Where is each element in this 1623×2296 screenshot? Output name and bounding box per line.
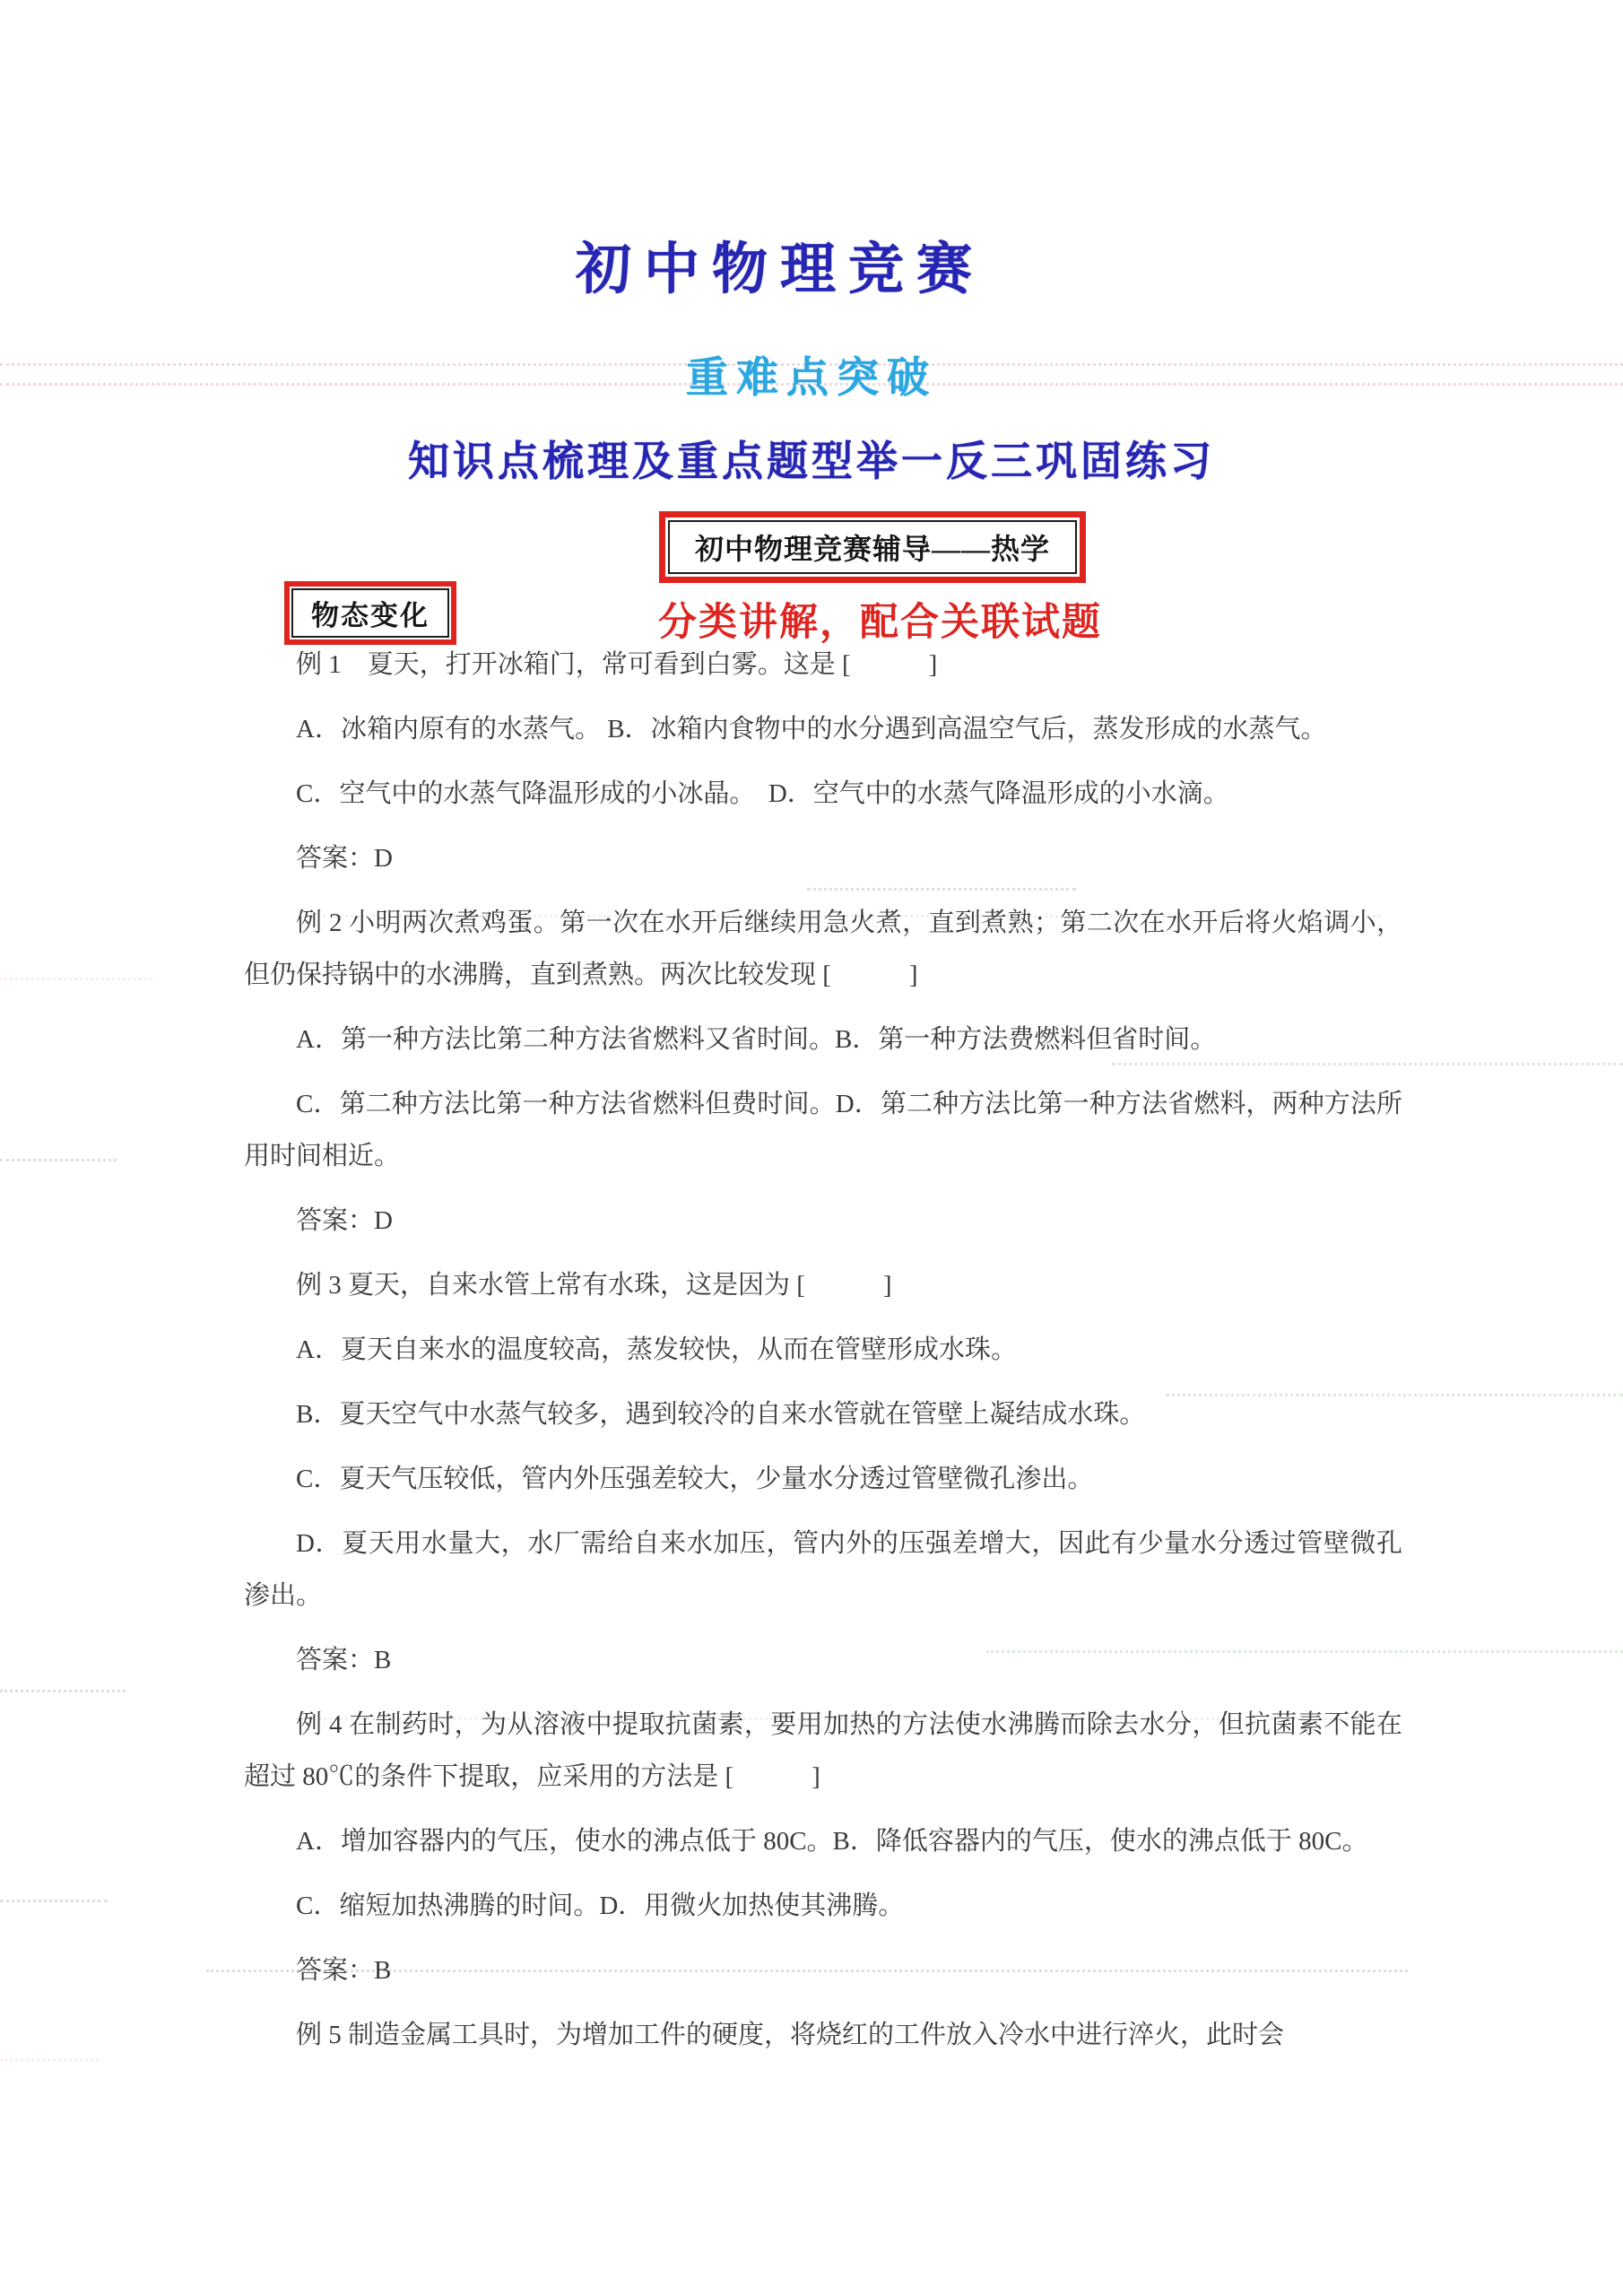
problem-answer: 答案：D: [296, 1206, 393, 1235]
problem-options: C．夏天气压较低，管内外压强差较大，少量水分透过管壁微孔渗出。: [296, 1465, 1094, 1493]
problem-options: A．冰箱内原有的水蒸气。 B．冰箱内食物中的水分遇到高温空气后，蒸发形成的水蒸气。: [296, 715, 1327, 744]
problem-options: C．第二种方法比第一种方法省燃料但费时间。D．第二种方法比第一种方法省燃料，两种方法所用时间相近。: [244, 1090, 1402, 1170]
problem-1: [244, 639, 1402, 884]
problem-5: [244, 2009, 1402, 2061]
problem-options: C．缩短加热沸腾的时间。D．用微火加热使其沸腾。: [296, 1892, 905, 1920]
problem-options: D．夏天用水量大，水厂需给自来水加压，管内外的压强差增大，因此有少量水分透过管壁微孔渗出。: [244, 1529, 1402, 1610]
dotted-line-artifact: [0, 1159, 117, 1161]
problem-stem: 例 4 在制药时，为从溶液中提取抗菌素，要用加热的方法使水沸腾而除去水分，但抗菌素不能在超过 80℃的条件下提取，应采用的方法是 [ ]: [244, 1710, 1402, 1791]
dotted-line-artifact: [0, 1900, 108, 1902]
main-title: 初中物理竞赛: [575, 239, 985, 300]
subtitle: 重难点突破: [686, 355, 937, 402]
problems-body: [244, 639, 1402, 2074]
problem-4: [244, 1699, 1402, 1996]
problem-options: A．夏天自来水的温度较高，蒸发较快，从而在管壁形成水珠。: [296, 1335, 1017, 1364]
problem-answer: 答案：B: [296, 1646, 392, 1674]
problem-stem: 例 3 夏天，自来水管上常有水珠，这是因为 [ ]: [296, 1271, 892, 1300]
boxed-header: [659, 511, 1086, 583]
dotted-line-artifact: [0, 2058, 99, 2061]
problem-stem: 例 1 夏天，打开冰箱门，常可看到白雾。这是 [ ]: [296, 650, 938, 679]
dotted-line-artifact: [0, 1690, 126, 1692]
series-title: 知识点梳理及重点题型举一反三巩固练习: [408, 439, 1215, 484]
problem-stem: 例 5 制造金属工具时，为增加工件的硬度，将烧红的工件放入冷水中进行淬火，此时会: [296, 2021, 1285, 2049]
problem-options: C．空气中的水蒸气降温形成的小冰晶。 D．空气中的水蒸气降温形成的小水滴。: [296, 779, 1229, 808]
section-label-box: [284, 581, 456, 645]
problem-2: [244, 897, 1402, 1247]
problem-stem: 例 2 小明两次煮鸡蛋。第一次在水开后继续用急火煮，直到煮熟；第二次在水开后将火焰调小，但仍保持锅中的水沸腾，直到煮熟。两次比较发现 [ ]: [244, 909, 1402, 989]
section-label-text: 物态变化: [291, 588, 449, 638]
problem-answer: 答案：D: [296, 844, 393, 873]
dotted-line-artifact: [0, 978, 152, 980]
problem-options: A．第一种方法比第二种方法省燃料又省时间。B．第一种方法费燃料但省时间。: [296, 1025, 1217, 1054]
red-annotation: 分类讲解，配合关联试题: [658, 601, 1102, 644]
problem-options: A．增加容器内的气压，使水的沸点低于 80C。B．降低容器内的气压，使水的沸点低于 80C。: [296, 1827, 1368, 1856]
problem-answer: 答案：B: [296, 1956, 392, 1985]
problem-options: B．夏天空气中水蒸气较多，遇到较冷的自来水管就在管壁上凝结成水珠。: [296, 1400, 1146, 1429]
boxed-header-text: 初中物理竞赛辅导——热学: [668, 520, 1077, 574]
problem-3: [244, 1259, 1402, 1686]
